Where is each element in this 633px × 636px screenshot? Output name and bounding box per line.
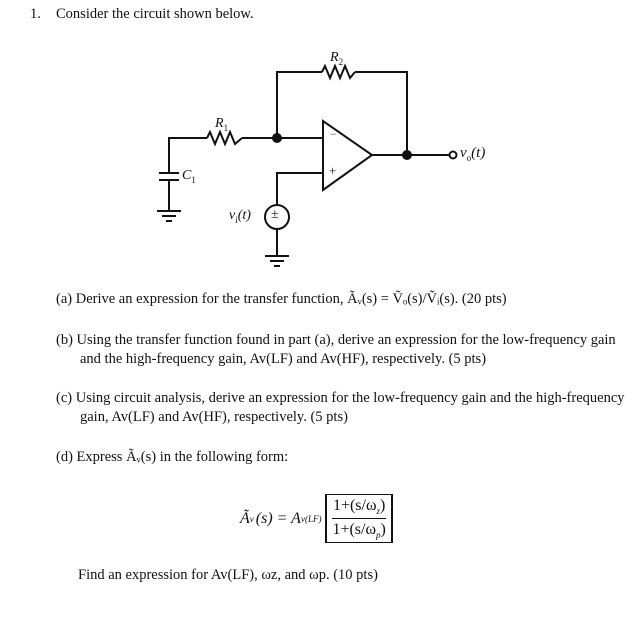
circuit-diagram: [0, 0, 633, 300]
output-terminal: [450, 152, 457, 159]
bracket-fraction: $1+(s/\omega_z)$ $1+(s/\omega_p)$: [325, 494, 392, 543]
part-c: (c) Using circuit analysis, derive an expression for the low-frequency gain and the high-frequency gain, Av(LF) and Av(HF), respectively. (5 pts): [56, 390, 625, 425]
ground-icon: [157, 211, 181, 221]
part-b: (b) Using the transfer function found in part (a), derive an expression for the low-frequency gain and the high-frequency gain, Av(LF) and Av(HF), respectively. (5 pts): [56, 332, 616, 367]
junction-node: [403, 151, 411, 159]
wires: [169, 72, 449, 255]
source-polarity: ±: [271, 207, 279, 222]
inverting-input-label: −: [330, 127, 337, 141]
noninverting-input-label: +: [329, 163, 337, 178]
r2-label: $R_2$: [330, 50, 344, 67]
resistor-r1: [207, 132, 242, 144]
question-number: 1.: [30, 6, 41, 22]
vo-label: $v_o(t)$: [460, 145, 486, 163]
question-intro: Consider the circuit shown below.: [56, 6, 254, 22]
part-d: (d) Express Ãᵥ(s) in the following form:: [56, 449, 289, 465]
ground-icon: [265, 256, 289, 266]
target-equation: Ã v (s) = A v(LF) $1+(s/\omega_z)$ $1+(s/\omega_p)$: [240, 494, 393, 543]
part-a: (a) Derive an expression for the transfer function, Ãᵥ(s) = Ṽₒ(s)/Ṽᵢ(s). (20 pts): [56, 291, 507, 307]
vi-label: $v_i(t)$: [229, 208, 251, 225]
resistor-r2: [322, 66, 355, 78]
part-d-final: Find an expression for Av(LF), ωz, and ωp. (10 pts): [78, 567, 378, 583]
r1-label: $R_1$: [215, 116, 229, 133]
capacitor-c1: [159, 173, 179, 180]
c1-label: $C_1$: [182, 168, 196, 185]
junction-node: [273, 134, 281, 142]
